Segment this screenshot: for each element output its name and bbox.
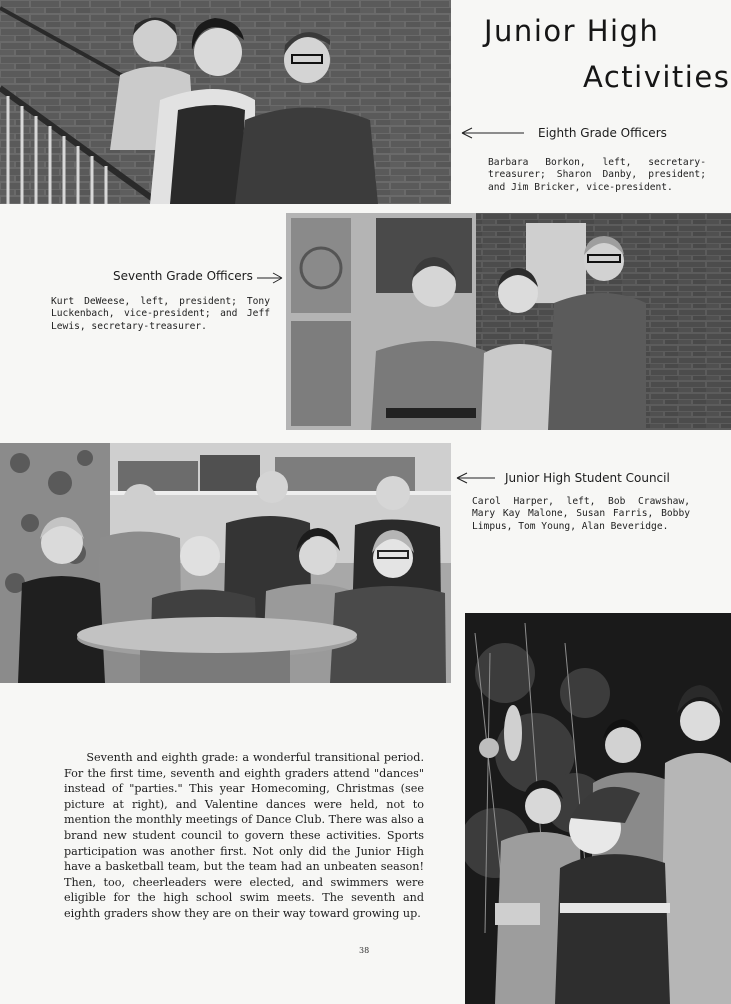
left-arrow-icon xyxy=(460,127,526,139)
left-arrow-icon xyxy=(455,472,497,484)
student-council-photo xyxy=(0,443,451,683)
eighth-grade-officers-photo xyxy=(0,0,451,204)
student-council-caption: Carol Harper, left, Bob Crawshaw, Mary Kay Malone, Susan Farris, Bobby Limpus, Tom Young, Alan Beveridge. xyxy=(472,496,690,532)
eighth-grade-caption: Barbara Borkon, left, secretary-treasurer; Sharon Danby, president; and Jim Bricker, vice-president. xyxy=(488,157,706,193)
page-title-line-2: Activities xyxy=(583,60,731,94)
page-number: 38 xyxy=(359,946,370,955)
page-title-line-1: Junior High xyxy=(484,14,660,48)
right-arrow-icon xyxy=(256,272,284,284)
seventh-grade-officers-photo xyxy=(286,213,731,430)
student-council-heading: Junior High Student Council xyxy=(505,471,670,485)
eighth-grade-heading: Eighth Grade Officers xyxy=(538,126,667,140)
seventh-grade-heading: Seventh Grade Officers xyxy=(113,269,253,283)
seventh-grade-caption: Kurt DeWeese, left, president; Tony Luckenbach, vice-president; and Jeff Lewis, secretary-treasurer. xyxy=(51,296,270,332)
christmas-dance-photo xyxy=(465,613,731,1004)
body-paragraph: Seventh and eighth grade: a wonderful transitional period. For the first time, seventh and eighth graders attend "dances" instead of "parties." This year Homecoming, Christmas (see picture at right), and Valentine dances were held, not to mention the monthly meetings of Dance Club. There was also a brand new student council to govern these activities. Sports participation was another first. Not only did the Junior High have a basketball team, but the team had an unbeaten season! Then, too, cheerleaders were elected, and swimmers were eligible for the high school swim meets. The seventh and eighth graders show they are on their way toward growing up. xyxy=(64,751,424,920)
